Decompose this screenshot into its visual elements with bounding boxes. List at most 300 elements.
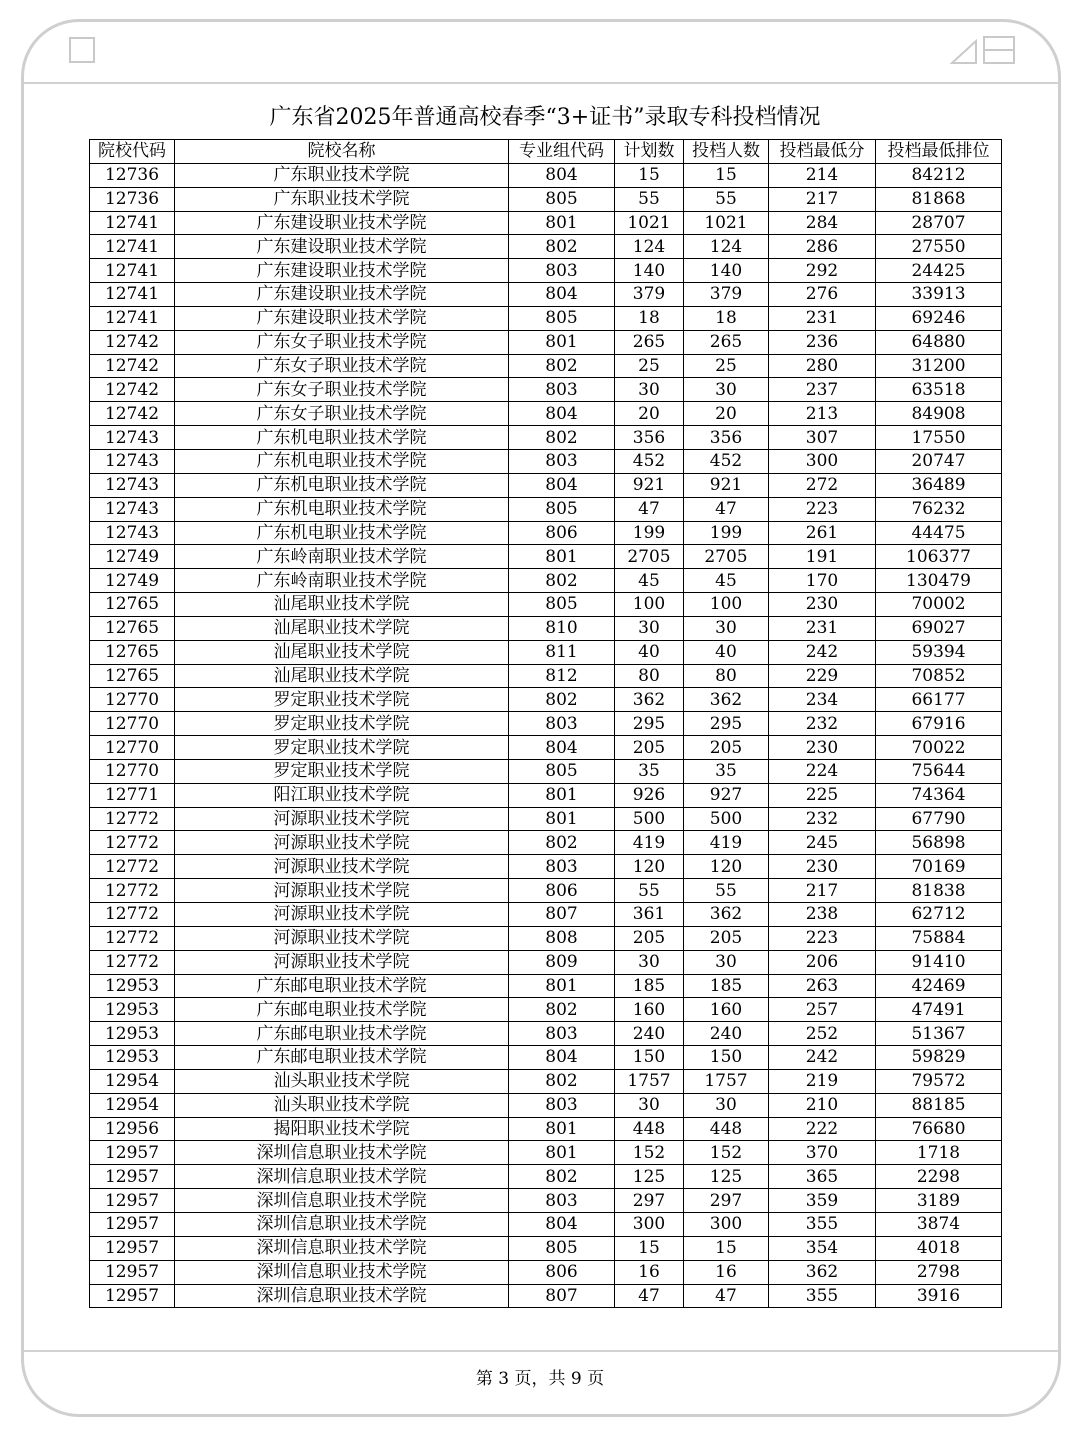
table-cell: 802 — [509, 1069, 615, 1093]
table-cell: 160 — [615, 998, 684, 1022]
table-cell: 28707 — [876, 211, 1002, 235]
table-cell: 362 — [684, 688, 769, 712]
table-cell: 12957 — [90, 1165, 175, 1189]
table-cell: 1021 — [684, 211, 769, 235]
table-cell: 汕尾职业技术学院 — [175, 640, 509, 664]
table-cell: 805 — [509, 306, 615, 330]
table-cell: 广东邮电职业技术学院 — [175, 998, 509, 1022]
table-row — [90, 402, 1002, 426]
table-cell: 汕尾职业技术学院 — [175, 593, 509, 617]
table-cell: 47 — [615, 497, 684, 521]
table-cell: 12953 — [90, 998, 175, 1022]
table-cell: 206 — [769, 950, 876, 974]
table-cell: 30 — [684, 1093, 769, 1117]
table-cell: 12765 — [90, 616, 175, 640]
table-cell: 801 — [509, 330, 615, 354]
table-cell: 80 — [615, 664, 684, 688]
table-row — [90, 926, 1002, 950]
table-cell: 219 — [769, 1069, 876, 1093]
table-cell: 804 — [509, 473, 615, 497]
table-cell: 276 — [769, 283, 876, 307]
table-cell: 452 — [615, 449, 684, 473]
table-cell: 229 — [769, 664, 876, 688]
table-cell: 12957 — [90, 1284, 175, 1308]
table-cell: 921 — [615, 473, 684, 497]
table-row — [90, 521, 1002, 545]
table-row — [90, 1069, 1002, 1093]
table-cell: 130479 — [876, 569, 1002, 593]
table-row — [90, 1189, 1002, 1213]
table-row — [90, 1046, 1002, 1070]
table-row — [90, 1093, 1002, 1117]
table-cell: 深圳信息职业技术学院 — [175, 1165, 509, 1189]
table-row — [90, 473, 1002, 497]
table-cell: 12736 — [90, 163, 175, 187]
table-cell: 30 — [615, 1093, 684, 1117]
table-cell: 66177 — [876, 688, 1002, 712]
table-cell: 234 — [769, 688, 876, 712]
table-cell: 12770 — [90, 736, 175, 760]
table-row — [90, 593, 1002, 617]
table-cell: 804 — [509, 736, 615, 760]
table-cell: 199 — [684, 521, 769, 545]
table-cell: 广东邮电职业技术学院 — [175, 1046, 509, 1070]
table-cell: 297 — [684, 1189, 769, 1213]
table-cell: 808 — [509, 926, 615, 950]
table-cell: 801 — [509, 783, 615, 807]
table-cell: 150 — [684, 1046, 769, 1070]
table-cell: 18 — [684, 306, 769, 330]
table-cell: 河源职业技术学院 — [175, 807, 509, 831]
table-cell: 803 — [509, 378, 615, 402]
table-cell: 261 — [769, 521, 876, 545]
table-cell: 81868 — [876, 187, 1002, 211]
table-cell: 88185 — [876, 1093, 1002, 1117]
table-cell: 284 — [769, 211, 876, 235]
table-cell: 231 — [769, 616, 876, 640]
table-cell: 河源职业技术学院 — [175, 903, 509, 927]
table-cell: 12742 — [90, 354, 175, 378]
table-cell: 240 — [615, 1022, 684, 1046]
table-cell: 广东女子职业技术学院 — [175, 378, 509, 402]
table-row — [90, 235, 1002, 259]
table-row — [90, 1117, 1002, 1141]
table-cell: 广东机电职业技术学院 — [175, 426, 509, 450]
table-cell: 806 — [509, 879, 615, 903]
table-cell: 12765 — [90, 664, 175, 688]
table-row — [90, 759, 1002, 783]
table-cell: 802 — [509, 1165, 615, 1189]
table-cell: 124 — [615, 235, 684, 259]
table-cell: 150 — [615, 1046, 684, 1070]
table-cell: 2798 — [876, 1260, 1002, 1284]
table-cell: 12772 — [90, 950, 175, 974]
table-cell: 280 — [769, 354, 876, 378]
table-cell: 深圳信息职业技术学院 — [175, 1236, 509, 1260]
table-cell: 广东女子职业技术学院 — [175, 402, 509, 426]
table-cell: 47 — [684, 497, 769, 521]
table-row — [90, 378, 1002, 402]
table-cell: 802 — [509, 235, 615, 259]
table-cell: 807 — [509, 1284, 615, 1308]
table-cell: 804 — [509, 1212, 615, 1236]
table-cell: 30 — [615, 616, 684, 640]
table-cell: 广东职业技术学院 — [175, 187, 509, 211]
table-cell: 230 — [769, 855, 876, 879]
table-cell: 12743 — [90, 449, 175, 473]
table-cell: 47 — [615, 1284, 684, 1308]
table-cell: 汕尾职业技术学院 — [175, 616, 509, 640]
table-cell: 2705 — [615, 545, 684, 569]
table-cell: 802 — [509, 569, 615, 593]
table-cell: 罗定职业技术学院 — [175, 736, 509, 760]
table-cell: 16 — [615, 1260, 684, 1284]
table-cell: 2705 — [684, 545, 769, 569]
table-cell: 238 — [769, 903, 876, 927]
table-cell: 362 — [615, 688, 684, 712]
table-cell: 30 — [684, 378, 769, 402]
table-cell: 286 — [769, 235, 876, 259]
table-cell: 237 — [769, 378, 876, 402]
table-cell: 3189 — [876, 1189, 1002, 1213]
table-cell: 12953 — [90, 974, 175, 998]
table-cell: 揭阳职业技术学院 — [175, 1117, 509, 1141]
table-cell: 12772 — [90, 879, 175, 903]
table-cell: 12772 — [90, 926, 175, 950]
table-cell: 205 — [615, 736, 684, 760]
table-cell: 51367 — [876, 1022, 1002, 1046]
table-cell: 12953 — [90, 1022, 175, 1046]
bottom-divider — [24, 1350, 1058, 1352]
table-cell: 811 — [509, 640, 615, 664]
table-cell: 深圳信息职业技术学院 — [175, 1189, 509, 1213]
table-cell: 232 — [769, 807, 876, 831]
table-cell: 205 — [684, 926, 769, 950]
table-cell: 74364 — [876, 783, 1002, 807]
table-cell: 419 — [684, 831, 769, 855]
table-cell: 76680 — [876, 1117, 1002, 1141]
table-cell: 16 — [684, 1260, 769, 1284]
table-cell: 35 — [684, 759, 769, 783]
table-row — [90, 1260, 1002, 1284]
table-cell: 263 — [769, 974, 876, 998]
table-cell: 12749 — [90, 569, 175, 593]
table-row — [90, 616, 1002, 640]
table-cell: 12770 — [90, 688, 175, 712]
table-cell: 12741 — [90, 259, 175, 283]
table-cell: 罗定职业技术学院 — [175, 712, 509, 736]
table-cell: 802 — [509, 354, 615, 378]
table-cell: 12772 — [90, 903, 175, 927]
table-cell: 广东职业技术学院 — [175, 163, 509, 187]
table-cell: 广东建设职业技术学院 — [175, 259, 509, 283]
table-cell: 448 — [615, 1117, 684, 1141]
table-row — [90, 974, 1002, 998]
table-row — [90, 1141, 1002, 1165]
column-header: 院校代码 — [90, 140, 175, 164]
table-cell: 120 — [684, 855, 769, 879]
table-cell: 265 — [615, 330, 684, 354]
table-cell: 12771 — [90, 783, 175, 807]
table-cell: 921 — [684, 473, 769, 497]
table-cell: 12742 — [90, 402, 175, 426]
table-cell: 307 — [769, 426, 876, 450]
table-cell: 12957 — [90, 1236, 175, 1260]
table-cell: 120 — [615, 855, 684, 879]
table-cell: 232 — [769, 712, 876, 736]
table-cell: 365 — [769, 1165, 876, 1189]
table-cell: 362 — [769, 1260, 876, 1284]
table-cell: 广东建设职业技术学院 — [175, 235, 509, 259]
table-cell: 272 — [769, 473, 876, 497]
table-cell: 801 — [509, 807, 615, 831]
table-row — [90, 998, 1002, 1022]
table-cell: 12956 — [90, 1117, 175, 1141]
table-cell: 805 — [509, 1236, 615, 1260]
table-cell: 801 — [509, 1117, 615, 1141]
table-row — [90, 569, 1002, 593]
table-cell: 75884 — [876, 926, 1002, 950]
table-cell: 100 — [684, 593, 769, 617]
table-cell: 3916 — [876, 1284, 1002, 1308]
table-cell: 深圳信息职业技术学院 — [175, 1141, 509, 1165]
table-row — [90, 1212, 1002, 1236]
table-cell: 27550 — [876, 235, 1002, 259]
table-cell: 807 — [509, 903, 615, 927]
table-cell: 12954 — [90, 1093, 175, 1117]
table-cell: 12736 — [90, 187, 175, 211]
table-row — [90, 283, 1002, 307]
table-cell: 80 — [684, 664, 769, 688]
table-cell: 152 — [684, 1141, 769, 1165]
table-cell: 213 — [769, 402, 876, 426]
table-cell: 广东邮电职业技术学院 — [175, 974, 509, 998]
table-cell: 803 — [509, 712, 615, 736]
column-header: 院校名称 — [175, 140, 509, 164]
table-cell: 12772 — [90, 831, 175, 855]
table-row — [90, 187, 1002, 211]
table-cell: 广东邮电职业技术学院 — [175, 1022, 509, 1046]
table-cell: 15 — [615, 163, 684, 187]
table-cell: 191 — [769, 545, 876, 569]
admission-table — [89, 139, 1002, 1308]
table-cell: 805 — [509, 187, 615, 211]
table-cell: 17550 — [876, 426, 1002, 450]
column-header: 投档最低排位 — [876, 140, 1002, 164]
table-cell: 47 — [684, 1284, 769, 1308]
table-cell: 801 — [509, 211, 615, 235]
table-cell: 265 — [684, 330, 769, 354]
table-cell: 深圳信息职业技术学院 — [175, 1284, 509, 1308]
table-row — [90, 1236, 1002, 1260]
table-cell: 阳江职业技术学院 — [175, 783, 509, 807]
table-cell: 242 — [769, 1046, 876, 1070]
table-row — [90, 855, 1002, 879]
table-cell: 河源职业技术学院 — [175, 879, 509, 903]
table-cell: 804 — [509, 402, 615, 426]
table-row — [90, 545, 1002, 569]
table-cell: 36489 — [876, 473, 1002, 497]
table-cell: 810 — [509, 616, 615, 640]
table-cell: 汕头职业技术学院 — [175, 1093, 509, 1117]
table-cell: 70002 — [876, 593, 1002, 617]
table-cell: 803 — [509, 1093, 615, 1117]
table-cell: 56898 — [876, 831, 1002, 855]
table-cell: 12741 — [90, 211, 175, 235]
table-cell: 20747 — [876, 449, 1002, 473]
table-cell: 803 — [509, 1189, 615, 1213]
table-cell: 63518 — [876, 378, 1002, 402]
table-row — [90, 354, 1002, 378]
table-cell: 801 — [509, 545, 615, 569]
table-cell: 354 — [769, 1236, 876, 1260]
table-cell: 170 — [769, 569, 876, 593]
table-header-row — [90, 140, 1002, 164]
table-cell: 12741 — [90, 283, 175, 307]
table-cell: 罗定职业技术学院 — [175, 759, 509, 783]
table-cell: 926 — [615, 783, 684, 807]
table-cell: 812 — [509, 664, 615, 688]
table-cell: 12770 — [90, 759, 175, 783]
table-cell: 12743 — [90, 521, 175, 545]
table-cell: 223 — [769, 497, 876, 521]
table-cell: 3874 — [876, 1212, 1002, 1236]
table-cell: 802 — [509, 998, 615, 1022]
table-cell: 802 — [509, 831, 615, 855]
table-cell: 448 — [684, 1117, 769, 1141]
table-cell: 362 — [684, 903, 769, 927]
table-cell: 47491 — [876, 998, 1002, 1022]
table-cell: 30 — [684, 950, 769, 974]
table-cell: 12772 — [90, 807, 175, 831]
table-cell: 广东建设职业技术学院 — [175, 306, 509, 330]
table-cell: 20 — [684, 402, 769, 426]
table-cell: 804 — [509, 283, 615, 307]
table-cell: 深圳信息职业技术学院 — [175, 1260, 509, 1284]
table-cell: 205 — [684, 736, 769, 760]
table-cell: 44475 — [876, 521, 1002, 545]
table-cell: 355 — [769, 1284, 876, 1308]
table-cell: 河源职业技术学院 — [175, 926, 509, 950]
table-cell: 801 — [509, 1141, 615, 1165]
table-cell: 55 — [684, 187, 769, 211]
table-cell: 12743 — [90, 473, 175, 497]
table-cell: 广东机电职业技术学院 — [175, 473, 509, 497]
table-cell: 广东建设职业技术学院 — [175, 283, 509, 307]
rotate-page-icon[interactable] — [950, 35, 1018, 65]
table-cell: 124 — [684, 235, 769, 259]
table-cell: 24425 — [876, 259, 1002, 283]
table-cell: 4018 — [876, 1236, 1002, 1260]
table-row — [90, 1165, 1002, 1189]
table-cell: 河源职业技术学院 — [175, 855, 509, 879]
table-cell: 79572 — [876, 1069, 1002, 1093]
table-cell: 1021 — [615, 211, 684, 235]
table-cell: 62712 — [876, 903, 1002, 927]
table-cell: 12957 — [90, 1141, 175, 1165]
table-cell: 广东岭南职业技术学院 — [175, 545, 509, 569]
table-row — [90, 664, 1002, 688]
table-cell: 91410 — [876, 950, 1002, 974]
table-cell: 295 — [684, 712, 769, 736]
table-cell: 2298 — [876, 1165, 1002, 1189]
table-row — [90, 497, 1002, 521]
table-cell: 15 — [684, 1236, 769, 1260]
table-cell: 25 — [684, 354, 769, 378]
table-cell: 15 — [684, 163, 769, 187]
table-cell: 125 — [684, 1165, 769, 1189]
table-cell: 245 — [769, 831, 876, 855]
table-cell: 804 — [509, 163, 615, 187]
table-cell: 59829 — [876, 1046, 1002, 1070]
table-cell: 70022 — [876, 736, 1002, 760]
table-cell: 12749 — [90, 545, 175, 569]
table-row — [90, 688, 1002, 712]
table-cell: 295 — [615, 712, 684, 736]
table-cell: 100 — [615, 593, 684, 617]
table-cell: 236 — [769, 330, 876, 354]
table-cell: 12765 — [90, 640, 175, 664]
table-cell: 40 — [615, 640, 684, 664]
table-cell: 356 — [684, 426, 769, 450]
table-cell: 292 — [769, 259, 876, 283]
table-cell: 30 — [615, 378, 684, 402]
table-row — [90, 712, 1002, 736]
top-divider — [24, 82, 1058, 84]
table-row — [90, 903, 1002, 927]
table-cell: 84908 — [876, 402, 1002, 426]
table-cell: 361 — [615, 903, 684, 927]
table-cell: 199 — [615, 521, 684, 545]
table-cell: 42469 — [876, 974, 1002, 998]
square-outline-icon[interactable] — [69, 37, 95, 63]
table-cell: 64880 — [876, 330, 1002, 354]
table-row — [90, 330, 1002, 354]
table-cell: 20 — [615, 402, 684, 426]
table-cell: 300 — [615, 1212, 684, 1236]
table-cell: 804 — [509, 1046, 615, 1070]
table-cell: 12742 — [90, 378, 175, 402]
table-row — [90, 426, 1002, 450]
table-cell: 803 — [509, 1022, 615, 1046]
table-cell: 12743 — [90, 426, 175, 450]
table-cell: 806 — [509, 521, 615, 545]
table-cell: 59394 — [876, 640, 1002, 664]
table-cell: 69246 — [876, 306, 1002, 330]
table-cell: 12957 — [90, 1212, 175, 1236]
table-cell: 12954 — [90, 1069, 175, 1093]
table-cell: 300 — [684, 1212, 769, 1236]
table-cell: 217 — [769, 879, 876, 903]
table-cell: 801 — [509, 974, 615, 998]
table-cell: 805 — [509, 593, 615, 617]
table-cell: 12772 — [90, 855, 175, 879]
table-cell: 84212 — [876, 163, 1002, 187]
table-cell: 356 — [615, 426, 684, 450]
table-cell: 379 — [684, 283, 769, 307]
table-cell: 805 — [509, 497, 615, 521]
table-cell: 76232 — [876, 497, 1002, 521]
table-row — [90, 831, 1002, 855]
table-cell: 242 — [769, 640, 876, 664]
table-cell: 67790 — [876, 807, 1002, 831]
table-cell: 深圳信息职业技术学院 — [175, 1212, 509, 1236]
table-cell: 1757 — [684, 1069, 769, 1093]
table-cell: 15 — [615, 1236, 684, 1260]
table-cell: 30 — [684, 616, 769, 640]
table-cell: 802 — [509, 688, 615, 712]
table-cell: 185 — [684, 974, 769, 998]
